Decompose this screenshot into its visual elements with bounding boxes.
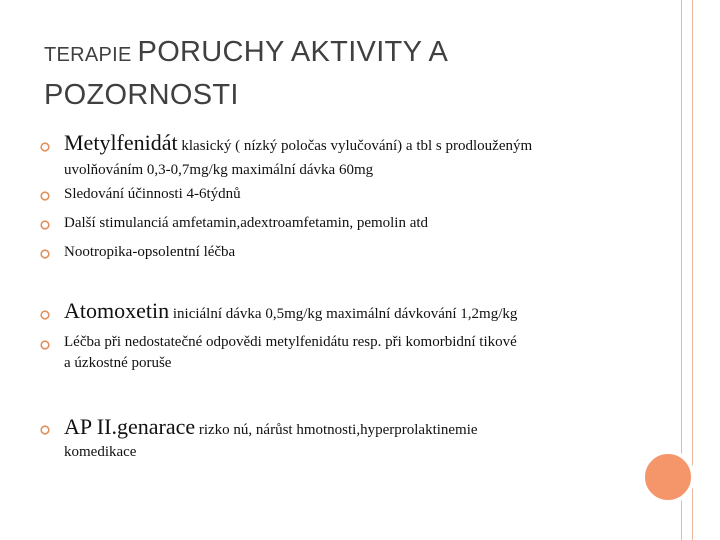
item-lead: AP II.genarace: [64, 414, 196, 439]
item-rest: klasický ( nízký poločas vylučování) a tbl s prodlouženým: [177, 138, 533, 154]
title-main: PORUCHY AKTIVITY A: [137, 36, 449, 68]
list-item: Léčba při nedostatečné odpovědi metylfenidátu resp. při komorbidní tikové: [64, 334, 517, 350]
list-item: Další stimulanciá amfetamin,adextroamfetamin, pemolin atd: [64, 215, 429, 231]
item-rest: iniciální dávka 0,5mg/kg maximální dávkování 1,2mg/kg: [169, 306, 518, 322]
title-line2: POZORNOSTI: [44, 79, 239, 111]
slide-title: [44, 32, 644, 115]
bullet-icon: [40, 310, 50, 320]
decorative-circle: [641, 450, 695, 504]
item-lead: Atomoxetin: [64, 298, 170, 323]
item-continuation: uvolňováním 0,3-0,7mg/kg maximální dávka 60mg: [64, 162, 374, 178]
list-item: [64, 130, 532, 156]
bullet-icon: [40, 249, 50, 259]
list-item: [64, 414, 478, 440]
bullet-icon: [40, 340, 50, 350]
item-continuation: a úzkostné poruše: [64, 355, 172, 371]
list-item: [64, 298, 517, 324]
list-item: Nootropika-opsolentní léčba: [64, 244, 236, 260]
item-continuation: komedikace: [64, 444, 137, 460]
title-prefix: TERAPIE: [44, 44, 138, 66]
item-rest: rizko nú, nárůst hmotnosti,hyperprolaktinemie: [195, 422, 478, 438]
bullet-icon: [40, 220, 50, 230]
bullet-icon: [40, 142, 50, 152]
list-item: Sledování účinnosti 4-6týdnů: [64, 186, 241, 202]
item-lead: Metylfenidát: [64, 130, 178, 155]
bullet-icon: [40, 191, 50, 201]
bullet-icon: [40, 425, 50, 435]
